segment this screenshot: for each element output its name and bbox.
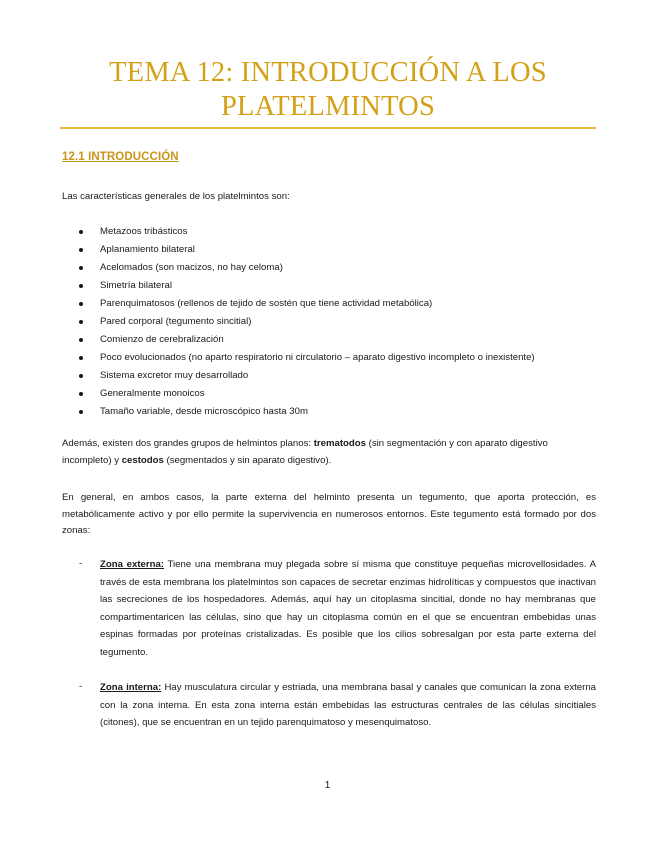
intro-text: Las características generales de los platelmintos son:: [62, 191, 290, 202]
dash-marker: -: [79, 681, 83, 692]
list-item: Comienzo de cerebralización: [62, 331, 535, 349]
list-item: Parenquimatosos (rellenos de tejido de sostén que tiene actividad metabólica): [62, 295, 535, 313]
list-item: Metazoos tribásticos: [62, 223, 535, 241]
bullet-icon: [79, 392, 83, 396]
groups-paragraph: Además, existen dos grandes grupos de helmintos planos: trematodos (sin segmentación y con aparato digestivo incompleto) y cestodos (segmentados y sin aparato digestivo).: [62, 438, 548, 466]
page-number: 1: [324, 780, 331, 791]
term-trematodos: trematodos: [313, 438, 366, 449]
list-item: Simetría bilateral: [62, 277, 535, 295]
list-item: Pared corporal (tegumento sincitial): [62, 313, 535, 331]
title-underline: [60, 127, 596, 129]
list-item: Sistema excretor muy desarrollado: [62, 367, 535, 385]
bullet-icon: [79, 284, 83, 288]
dash-marker: -: [79, 558, 83, 569]
title-line-1: TEMA 12: INTRODUCCIÓN A LOS: [109, 57, 547, 88]
list-item: Aplanamiento bilateral: [62, 241, 535, 259]
bullet-icon: [79, 302, 83, 306]
term-cestodos: cestodos: [121, 454, 164, 466]
zone-externa-label: Zona externa:: [100, 559, 164, 570]
bullet-icon: [79, 338, 83, 342]
bullet-icon: [79, 266, 83, 270]
title-line-2: PLATELMINTOS: [220, 91, 436, 122]
page-title: [60, 56, 596, 124]
bullet-icon: [79, 230, 83, 234]
list-item: Tamaño variable, desde microscópico hasta 30m: [62, 403, 535, 421]
bullet-icon: [79, 356, 83, 360]
bullet-icon: [79, 374, 83, 378]
list-item: Acelomados (son macizos, no hay celoma): [62, 259, 535, 277]
tegument-paragraph: En general, en ambos casos, la parte externa del helminto presenta un tegumento, que aporta protección, es metabólicamente activo y por ello permite la supervivencia en numerosos entornos. Este tegumento está formado por dos zonas:: [62, 492, 596, 536]
list-item: Generalmente monoicos: [62, 385, 535, 403]
list-item: Poco evolucionados (no aparto respiratorio ni circulatorio – aparato digestivo incompleto o inexistente): [62, 349, 535, 367]
zone-interna-text: Zona interna: Hay musculatura circular y estriada, una membrana basal y canales que comunican la zona externa con la zona interna. En esta zona interna están embebidas las estructuras centrales de las células sincitiales (citones), que se encuentran en un tejido parenquimatoso y mesenquimatoso.: [100, 682, 596, 728]
bullet-icon: [79, 320, 83, 324]
bullet-icon: [79, 410, 83, 414]
bullet-icon: [79, 248, 83, 252]
zone-externa-text: Zona externa: Tiene una membrana muy plegada sobre sí misma que constituye pequeñas microvellosidades. A través de esta membrana los platelmintos son capaces de secretar enzimas hidrolíticas y compuestos que inactivan las secreciones de los hospedadores. Además, aquí hay un citoplasma sincitial, donde no hay membranas que compartimentaricen las células, sino que hay un citoplasma común en el que se encuentran embebidas unas espinas formadas por proteínas cristalizadas. Es posible que los cilios sobresalgan por esta parte externa del tegumento.: [100, 559, 596, 658]
section-heading: 12.1 INTRODUCCIÓN: [62, 151, 179, 163]
characteristics-list: [62, 223, 535, 421]
zone-interna-label: Zona interna:: [100, 682, 162, 693]
